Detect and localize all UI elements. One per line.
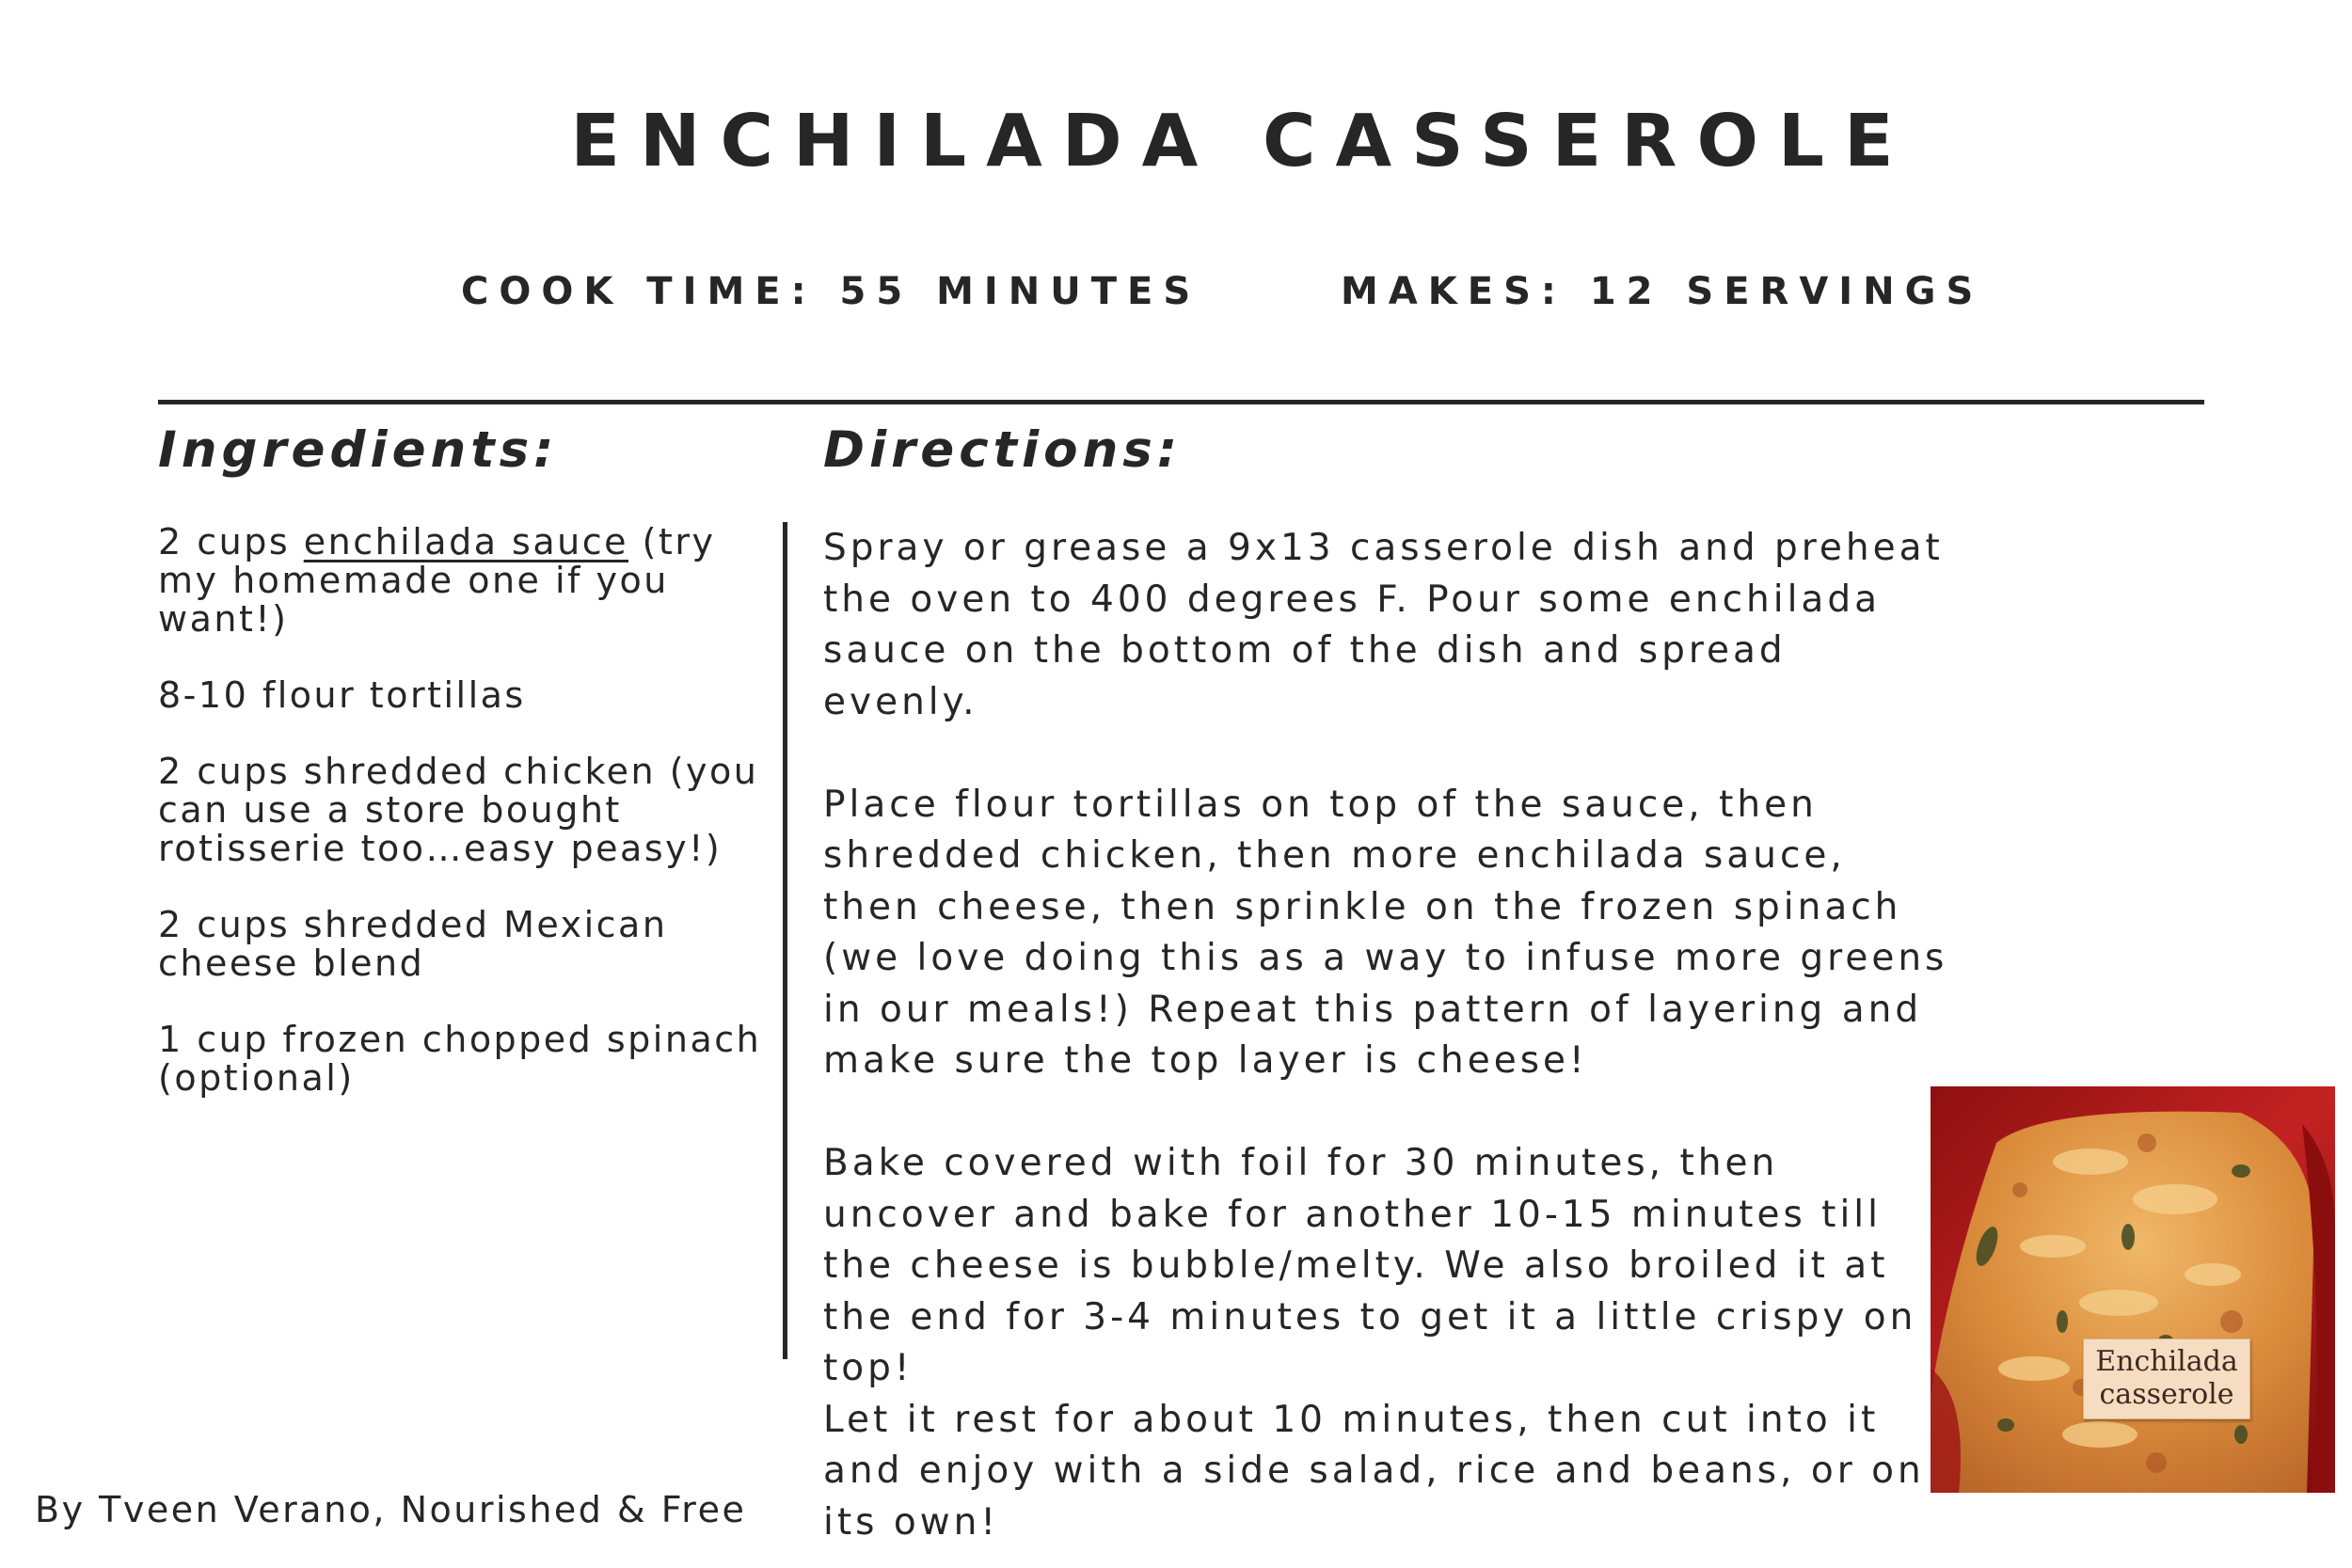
casserole-photo [1931, 1086, 2335, 1493]
column-divider [783, 522, 787, 1359]
ingredients-list [158, 523, 770, 1135]
photo-label-line: Enchilada [2095, 1345, 2238, 1378]
ingredient-item: 1 cup frozen chopped spinach (optional) [158, 1019, 762, 1099]
enchilada-sauce-link[interactable]: enchilada sauce [303, 521, 629, 562]
ingredient-item: 2 cups shredded chicken (you can use a store bought rotisserie too…easy peasy!) [158, 751, 759, 869]
ingredients-heading: Ingredients: [158, 421, 559, 479]
step-spacer [823, 728, 1952, 780]
photo-label [2083, 1338, 2250, 1419]
step-spacer [823, 1087, 1952, 1139]
direction-step: Bake covered with foil for 30 minutes, then uncover and bake for another 10-15 minutes till the cheese is bubble/melty. We also broiled it at the end for 3-4 minutes to get it a little crispy on top! [823, 1142, 1917, 1389]
servings: MAKES: 12 SERVINGS [1341, 270, 1984, 313]
header-divider [158, 400, 2204, 404]
ingredient-suffix: (try my homemade one if you want!) [158, 521, 716, 640]
cook-time: COOK TIME: 55 MINUTES [461, 270, 1201, 313]
ingredient-item [158, 523, 770, 639]
ingredient-item: 8-10 flour tortillas [158, 674, 526, 716]
direction-step: Let it rest for about 10 minutes, then cut into it and enjoy with a side salad, rice and beans, or on its own! [823, 1398, 1925, 1544]
directions-list [823, 523, 1952, 1548]
direction-step: Spray or grease a 9x13 casserole dish and preheat the oven to 400 degrees F. Pour some enchilada sauce on the bottom of the dish and spread evenly. [823, 527, 1944, 723]
recipe-title: ENCHILADA CASSEROLE [570, 100, 1914, 183]
byline: By Tveen Verano, Nourished & Free [35, 1489, 747, 1530]
casserole-photo-image [1931, 1086, 2335, 1493]
ingredient-item: 2 cups shredded Mexican cheese blend [158, 904, 668, 984]
photo-label-line: casserole [2099, 1378, 2234, 1411]
direction-step: Place flour tortillas on top of the sauce, then shredded chicken, then more enchilada sauce, then cheese, then sprinkle on the frozen spinach (we love doing this as a way to infuse more greens in our meals!) Repeat this pattern of layering and make sure the top layer is cheese! [823, 783, 1948, 1082]
directions-heading: Directions: [823, 421, 1183, 479]
ingredient-prefix: 2 cups [158, 521, 304, 562]
